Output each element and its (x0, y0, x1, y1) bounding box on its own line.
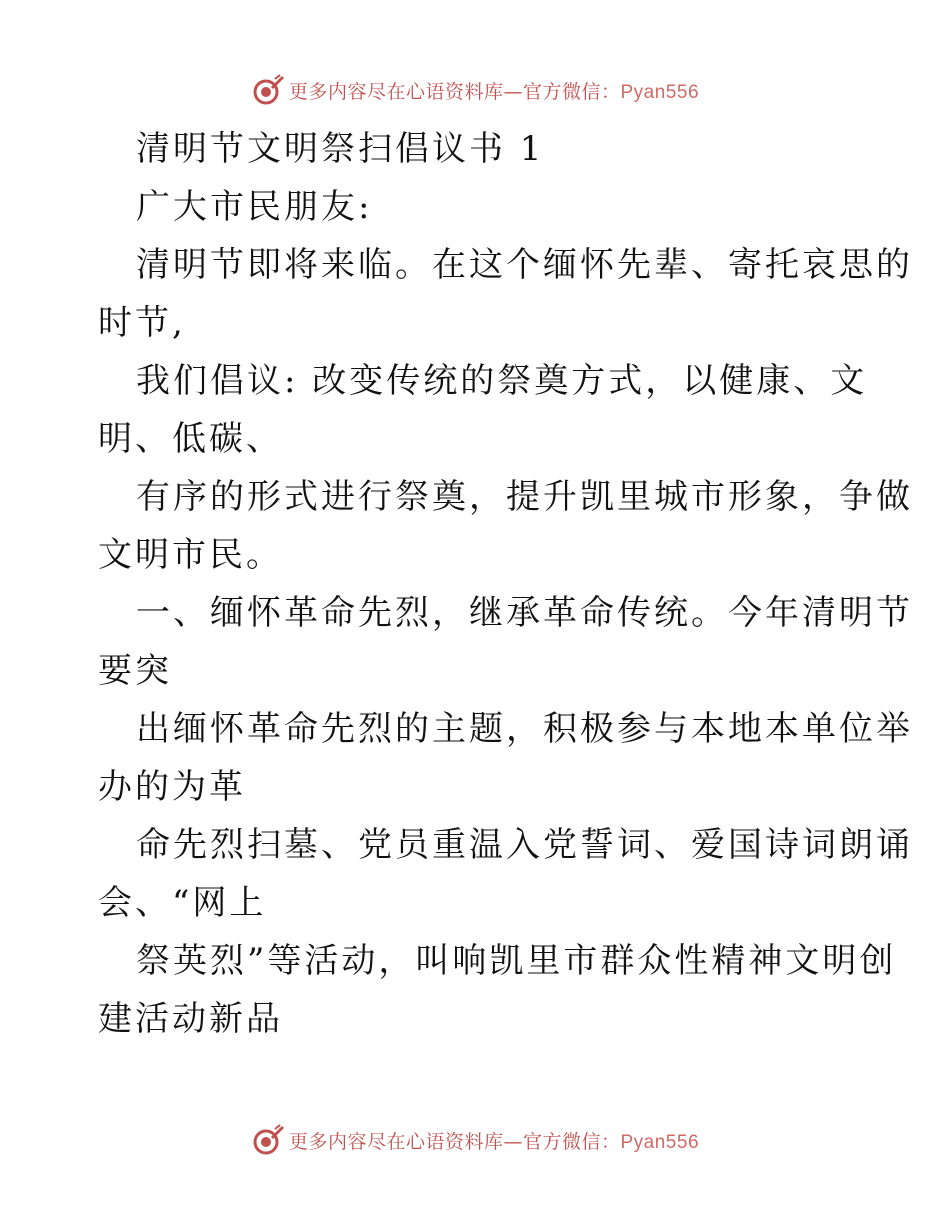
paragraph-line: 办的为革 (98, 767, 246, 807)
header-banner-text (289, 77, 699, 104)
paragraph-line: 清明节即将来临。在这个缅怀先辈、寄托哀思的 (136, 245, 913, 285)
paragraph-line: 出缅怀革命先烈的主题，积极参与本地本单位举 (136, 709, 913, 749)
paragraph-line: 命先烈扫墓、党员重温入党誓词、爱国诗词朗诵 (136, 825, 913, 865)
header-banner (0, 70, 950, 110)
footer-banner-label: 更多内容尽在心语资料库—官方微信： (288, 1130, 621, 1153)
footer-banner-text (289, 1127, 699, 1154)
paragraph-line: 一、缅怀革命先烈，继承革命传统。今年清明节 (136, 593, 913, 633)
salutation: 广大市民朋友: (136, 187, 373, 227)
paragraph-line: 祭英烈”等活动，叫响凯里市群众性精神文明创 (136, 941, 897, 981)
document-body (98, 120, 913, 1048)
paragraph-line: 要突 (98, 651, 172, 691)
footer-banner (0, 1120, 950, 1160)
paragraph-line: 文明市民。 (98, 535, 283, 575)
document-title: 清明节文明祭扫倡议书 1 (136, 129, 545, 169)
quill-seal-icon (251, 73, 285, 107)
paragraph-line: 会、“网上 (98, 883, 267, 923)
header-banner-label: 更多内容尽在心语资料库—官方微信： (288, 80, 621, 103)
quill-seal-icon (251, 1123, 285, 1157)
paragraph-line: 时节, (98, 303, 186, 343)
paragraph-line: 我们倡议: 改变传统的祭奠方式，以健康、文 (136, 361, 868, 401)
paragraph-line: 有序的形式进行祭奠，提升凯里城市形象，争做 (136, 477, 913, 517)
header-banner-id: Pyan556 (620, 81, 700, 103)
paragraph-line: 建活动新品 (98, 999, 283, 1039)
footer-banner-id: Pyan556 (620, 1131, 700, 1153)
paragraph-line: 明、低碳、 (98, 419, 283, 459)
